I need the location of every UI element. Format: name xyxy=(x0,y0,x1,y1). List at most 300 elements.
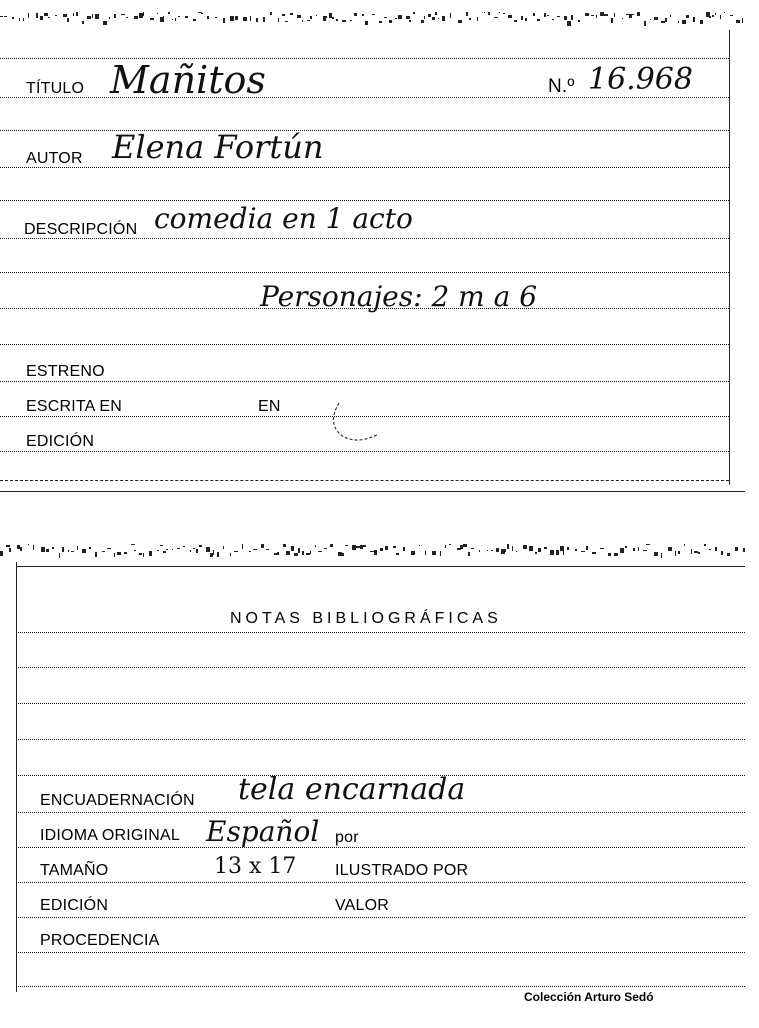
scan-noise-speck xyxy=(23,18,24,21)
scan-noise-speck xyxy=(611,18,613,23)
scan-noise-speck xyxy=(398,15,402,19)
scan-noise-speck xyxy=(28,13,29,18)
scan-noise-speck xyxy=(324,548,327,549)
scan-noise-speck xyxy=(372,14,375,15)
scan-noise-speck xyxy=(9,548,11,552)
scan-noise-speck xyxy=(721,551,723,555)
scan-noise-speck xyxy=(341,553,344,556)
scan-noise-speck xyxy=(620,548,624,553)
scan-noise-speck xyxy=(691,549,692,554)
scan-noise-speck xyxy=(278,18,279,22)
scan-noise-speck xyxy=(380,548,383,551)
scan-noise-speck xyxy=(249,551,251,552)
scan-noise-speck xyxy=(310,16,312,19)
scan-noise-speck xyxy=(217,552,219,557)
row-line xyxy=(0,167,729,168)
card-front-right-border xyxy=(729,30,730,485)
card-back-left-border xyxy=(16,562,17,992)
scan-noise-speck xyxy=(525,18,527,21)
scan-noise-speck xyxy=(48,17,50,18)
scan-noise-speck xyxy=(107,548,111,549)
scan-noise-speck xyxy=(183,546,185,547)
scan-noise-top xyxy=(0,12,745,28)
scan-noise-speck xyxy=(87,16,91,19)
row-line xyxy=(18,667,745,668)
row-line xyxy=(18,812,745,813)
row-line xyxy=(0,308,729,309)
scan-noise-speck xyxy=(581,551,585,552)
row-line xyxy=(18,986,745,987)
row-line xyxy=(0,381,729,382)
scan-noise-speck xyxy=(608,553,611,556)
scan-noise-speck xyxy=(230,553,231,556)
scan-noise-speck xyxy=(503,13,505,14)
scan-noise-speck xyxy=(336,19,338,21)
scan-noise-speck xyxy=(458,20,462,23)
scan-noise-speck xyxy=(44,13,48,16)
scan-noise-speck xyxy=(516,551,517,552)
scan-noise-speck xyxy=(95,552,97,557)
scan-noise-speck xyxy=(190,550,191,552)
scan-noise-speck xyxy=(263,17,265,22)
scan-noise-speck xyxy=(709,16,711,18)
estreno-label: ESTRENO xyxy=(26,363,105,380)
tamano-label: TAMAÑO xyxy=(40,862,109,879)
scan-noise-speck xyxy=(77,546,78,550)
scan-noise-speck xyxy=(166,549,168,550)
scan-noise-speck xyxy=(715,13,716,15)
scan-noise-speck xyxy=(550,550,554,555)
scan-noise-speck xyxy=(614,13,615,17)
encuadernacion-label: ENCUADERNACIÓN xyxy=(40,792,195,809)
scan-noise-speck xyxy=(302,20,303,22)
scan-noise-speck xyxy=(12,17,14,19)
scan-noise-speck xyxy=(82,21,84,24)
scan-noise-speck xyxy=(28,544,29,545)
scan-noise-speck xyxy=(521,16,523,20)
scan-noise-speck xyxy=(326,16,327,18)
scan-noise-speck xyxy=(68,550,69,552)
scan-noise-speck xyxy=(290,13,293,15)
scan-noise-speck xyxy=(586,546,588,550)
scan-noise-speck xyxy=(256,18,258,22)
titulo-value: Mañitos xyxy=(110,58,266,102)
scan-noise-speck xyxy=(419,545,420,546)
scan-noise-speck xyxy=(365,21,368,25)
scan-noise-speck xyxy=(363,545,366,547)
scan-noise-speck xyxy=(109,17,110,19)
scan-noise-speck xyxy=(556,550,559,555)
scan-noise-speck xyxy=(684,544,685,546)
scan-noise-speck xyxy=(384,17,387,18)
scan-noise-speck xyxy=(435,12,437,15)
scan-noise-speck xyxy=(450,13,451,18)
scan-noise-speck xyxy=(557,16,560,17)
scan-noise-speck xyxy=(395,18,397,19)
scan-noise-speck xyxy=(266,549,269,550)
scan-noise-speck xyxy=(163,16,164,18)
scan-noise-speck xyxy=(172,19,173,20)
idioma-label: IDIOMA ORIGINAL xyxy=(40,827,180,844)
scan-noise-speck xyxy=(675,551,676,556)
personajes-value: Personajes: 2 m a 6 xyxy=(260,280,538,313)
scan-noise-speck xyxy=(403,547,405,551)
scan-noise-speck xyxy=(63,14,67,17)
scan-noise-speck xyxy=(92,14,93,18)
scan-noise-speck xyxy=(389,20,392,23)
scan-noise-speck xyxy=(670,15,671,17)
en-label: EN xyxy=(258,398,281,415)
scan-noise-speck xyxy=(496,548,499,552)
scan-noise-speck xyxy=(742,18,743,23)
scan-noise-speck xyxy=(213,550,214,555)
collection-caption: Colección Arturo Sedó xyxy=(524,990,654,1004)
scan-noise-speck xyxy=(318,551,322,552)
scan-noise-speck xyxy=(591,15,594,16)
scan-noise-speck xyxy=(449,544,451,545)
scan-noise-speck xyxy=(168,12,170,14)
scan-noise-speck xyxy=(95,14,99,19)
scan-noise-speck xyxy=(585,13,589,16)
scan-noise-speck xyxy=(499,12,500,13)
punch-hole-mark xyxy=(325,395,395,455)
scan-noise-speck xyxy=(469,18,471,20)
scan-noise-speck xyxy=(250,16,251,21)
scan-noise-speck xyxy=(4,16,7,17)
scan-noise-speck xyxy=(294,553,298,556)
scan-noise-speck xyxy=(316,15,317,16)
scan-noise-speck xyxy=(614,553,618,556)
scan-noise-speck xyxy=(89,547,91,549)
scan-noise-speck xyxy=(126,17,128,18)
encuadernacion-value: tela encarnada xyxy=(238,772,466,807)
scan-noise-bottom xyxy=(0,544,745,560)
numero-value: 16.968 xyxy=(588,62,693,97)
scan-noise-speck xyxy=(633,548,635,551)
scan-noise-speck xyxy=(432,551,436,555)
scan-noise-speck xyxy=(163,551,166,553)
scan-noise-speck xyxy=(178,16,180,17)
scan-noise-speck xyxy=(523,545,527,549)
scan-noise-speck xyxy=(160,545,163,546)
card-back-top-edge xyxy=(16,566,745,567)
scan-noise-speck xyxy=(637,12,640,16)
scan-noise-speck xyxy=(698,552,700,554)
scan-noise-speck xyxy=(114,553,115,557)
scan-noise-speck xyxy=(103,21,107,25)
scan-noise-speck xyxy=(432,17,435,20)
scan-noise-speck xyxy=(715,547,717,551)
scan-noise-speck xyxy=(428,14,431,17)
scan-noise-speck xyxy=(632,14,634,15)
scan-noise-speck xyxy=(425,551,426,555)
scan-noise-speck xyxy=(0,16,3,17)
scan-noise-speck xyxy=(149,551,152,556)
scan-noise-speck xyxy=(234,551,238,552)
scan-noise-speck xyxy=(494,17,498,18)
idioma-value: Español xyxy=(206,815,320,848)
scan-noise-speck xyxy=(571,15,573,20)
scan-noise-speck xyxy=(411,551,415,555)
scan-noise-speck xyxy=(114,14,116,18)
scan-noise-speck xyxy=(488,12,490,15)
scan-noise-speck xyxy=(735,547,738,551)
scan-noise-speck xyxy=(315,545,316,547)
scan-noise-speck xyxy=(596,15,597,18)
scan-noise-speck xyxy=(604,14,608,16)
scan-noise-speck xyxy=(665,18,667,22)
scan-noise-speck xyxy=(102,551,105,552)
scan-noise-speck xyxy=(650,19,651,20)
scan-noise-speck xyxy=(720,15,721,19)
tamano-value: 13 x 17 xyxy=(214,854,297,879)
scan-noise-speck xyxy=(139,553,142,555)
scan-noise-speck xyxy=(41,547,45,552)
scan-noise-speck xyxy=(504,549,506,552)
scan-noise-speck xyxy=(529,546,533,551)
scan-noise-speck xyxy=(310,551,311,554)
scan-noise-speck xyxy=(552,19,554,20)
scan-noise-speck xyxy=(55,15,57,16)
scan-noise-speck xyxy=(150,18,154,20)
scan-noise-speck xyxy=(175,18,176,21)
scan-noise-speck xyxy=(270,12,272,15)
scan-noise-speck xyxy=(727,553,730,556)
scan-noise-speck xyxy=(463,544,467,547)
scan-noise-speck xyxy=(285,21,288,22)
scan-noise-speck xyxy=(385,546,388,550)
scan-noise-speck xyxy=(445,545,446,548)
scan-noise-speck xyxy=(514,20,517,22)
scan-noise-speck xyxy=(644,21,646,26)
scan-noise-speck xyxy=(487,550,488,551)
scan-noise-speck xyxy=(424,16,425,19)
scan-noise-speck xyxy=(282,14,285,16)
row-line xyxy=(0,97,729,98)
scan-noise-speck xyxy=(563,551,564,555)
scan-noise-speck xyxy=(567,21,571,26)
scan-noise-speck xyxy=(396,553,399,555)
scan-noise-speck xyxy=(533,13,535,16)
scan-noise-speck xyxy=(33,545,34,550)
scan-noise-speck xyxy=(350,20,352,21)
scan-noise-speck xyxy=(230,16,234,21)
scan-noise-speck xyxy=(286,551,290,555)
scan-noise-speck xyxy=(535,552,537,554)
row-line xyxy=(18,952,745,953)
scan-noise-speck xyxy=(215,17,217,18)
row-line xyxy=(18,847,745,848)
scan-noise-speck xyxy=(700,20,703,24)
scan-noise-speck xyxy=(134,16,138,19)
scan-noise-speck xyxy=(625,546,627,548)
scan-noise-speck xyxy=(298,548,300,553)
scan-noise-speck xyxy=(36,13,38,18)
scan-noise-speck xyxy=(508,15,512,18)
scan-noise-speck xyxy=(0,551,3,556)
scan-noise-speck xyxy=(199,545,202,547)
scan-noise-speck xyxy=(564,16,567,20)
scan-noise-speck xyxy=(297,15,301,18)
scan-noise-speck xyxy=(345,545,348,546)
scan-noise-speck xyxy=(196,549,198,553)
scan-noise-speck xyxy=(379,21,382,23)
row-line xyxy=(0,238,729,239)
scan-noise-speck xyxy=(206,547,210,552)
scan-noise-speck xyxy=(622,18,623,19)
scan-noise-speck xyxy=(682,20,686,24)
scan-noise-speck xyxy=(479,550,480,552)
scan-noise-speck xyxy=(121,14,125,15)
ilustrado-label: ILUSTRADO POR xyxy=(335,862,469,879)
autor-label: AUTOR xyxy=(26,150,83,167)
scan-noise-speck xyxy=(421,20,424,23)
scan-noise-speck xyxy=(736,20,740,23)
scan-noise-speck xyxy=(406,16,410,19)
row-line xyxy=(0,130,729,131)
scan-noise-speck xyxy=(185,16,188,18)
scan-noise-speck xyxy=(19,18,20,21)
scan-noise-speck xyxy=(507,544,509,549)
scan-noise-speck xyxy=(724,12,725,13)
scan-noise-speck xyxy=(704,544,706,546)
row-line xyxy=(18,917,745,918)
scan-noise-speck xyxy=(409,20,411,22)
row-line xyxy=(0,480,729,481)
scan-noise-speck xyxy=(537,19,540,21)
scan-noise-speck xyxy=(544,547,547,549)
scan-noise-speck xyxy=(491,550,493,551)
scan-noise-speck xyxy=(76,12,78,16)
scan-noise-speck xyxy=(743,548,745,552)
scan-noise-speck xyxy=(242,544,243,549)
scan-noise-speck xyxy=(71,551,74,552)
scan-noise-speck xyxy=(413,12,415,14)
scan-noise-speck xyxy=(157,550,159,551)
scan-noise-speck xyxy=(67,18,69,22)
scan-noise-speck xyxy=(82,549,86,553)
scan-noise-speck xyxy=(544,13,546,17)
scan-noise-speck xyxy=(342,20,346,22)
scan-noise-speck xyxy=(40,16,43,20)
scan-noise-speck xyxy=(678,21,679,23)
scan-noise-speck xyxy=(59,553,60,558)
scan-noise-speck xyxy=(302,551,304,555)
valor-label: VALOR xyxy=(335,897,390,914)
procedencia-label: PROCEDENCIA xyxy=(40,932,160,949)
row-line xyxy=(0,344,729,345)
scan-noise-speck xyxy=(20,547,22,551)
scan-noise-speck xyxy=(686,15,689,18)
scan-noise-speck xyxy=(52,547,54,549)
scan-noise-speck xyxy=(438,18,439,19)
row-line xyxy=(0,272,729,273)
scan-noise-speck xyxy=(291,546,294,551)
scan-noise-speck xyxy=(277,552,279,555)
row-line xyxy=(18,703,745,704)
scan-noise-speck xyxy=(730,15,733,16)
scan-noise-speck xyxy=(177,548,180,549)
scan-noise-speck xyxy=(134,550,136,551)
scan-noise-speck xyxy=(374,550,377,555)
scan-noise-speck xyxy=(654,17,658,20)
scan-noise-speck xyxy=(172,549,173,550)
scan-noise-speck xyxy=(592,552,596,554)
scan-noise-speck xyxy=(354,13,357,16)
row-line xyxy=(18,882,745,883)
scan-noise-speck xyxy=(393,546,396,548)
scan-noise-speck xyxy=(207,16,209,19)
row-line xyxy=(18,632,745,633)
scan-noise-speck xyxy=(477,17,478,21)
scan-noise-speck xyxy=(643,550,647,551)
scan-noise-speck xyxy=(468,552,470,556)
scan-noise-speck xyxy=(307,20,310,21)
escrita-en-label: ESCRITA EN xyxy=(26,398,122,415)
scan-noise-speck xyxy=(600,548,604,549)
scan-noise-speck xyxy=(362,14,364,16)
scan-noise-speck xyxy=(261,544,264,548)
row-line xyxy=(18,739,745,740)
scan-noise-speck xyxy=(484,12,485,13)
scan-noise-speck xyxy=(124,552,127,554)
scan-noise-speck xyxy=(442,16,445,21)
scan-noise-speck xyxy=(512,546,513,551)
scan-noise-speck xyxy=(201,13,203,14)
scan-noise-speck xyxy=(440,551,441,556)
scan-noise-speck xyxy=(157,13,158,14)
scan-noise-speck xyxy=(654,552,658,556)
notas-heading: NOTAS BIBLIOGRÁFICAS xyxy=(230,610,502,627)
scan-noise-speck xyxy=(678,551,680,554)
descripcion-value: comedia en 1 acto xyxy=(154,202,413,235)
titulo-label: TÍTULO xyxy=(26,80,85,97)
scan-noise-speck xyxy=(46,549,49,552)
scan-noise-speck xyxy=(6,545,10,547)
descripcion-label: DESCRIPCIÓN xyxy=(24,221,138,238)
scan-noise-speck xyxy=(243,17,247,21)
row-line xyxy=(0,200,729,201)
scan-noise-speck xyxy=(661,553,662,558)
scan-noise-speck xyxy=(668,547,672,551)
scan-noise-speck xyxy=(693,17,695,22)
por-label: por xyxy=(335,829,359,846)
scan-noise-speck xyxy=(575,549,577,551)
edicion-back-label: EDICIÓN xyxy=(40,897,109,914)
autor-value: Elena Fortún xyxy=(112,128,324,166)
scan-noise-speck xyxy=(73,13,74,16)
scan-noise-speck xyxy=(117,552,121,555)
scan-noise-speck xyxy=(235,16,238,20)
scan-noise-speck xyxy=(223,18,225,23)
scan-noise-speck xyxy=(646,544,650,545)
scan-noise-speck xyxy=(547,15,549,16)
scan-noise-speck xyxy=(712,15,714,17)
card-front-bottom-edge xyxy=(0,491,745,492)
scan-noise-speck xyxy=(471,548,474,549)
scan-noise-speck xyxy=(223,546,224,549)
scan-noise-speck xyxy=(131,544,135,545)
scan-noise-speck xyxy=(283,544,286,547)
scan-noise-speck xyxy=(578,20,580,22)
scan-noise-speck xyxy=(466,12,468,16)
scan-noise-speck xyxy=(638,547,639,551)
numero-label: N.º xyxy=(548,76,575,97)
edicion-label: EDICIÓN xyxy=(26,433,95,450)
scan-noise-speck xyxy=(332,17,334,19)
scan-noise-speck xyxy=(538,548,541,552)
scan-noise-speck xyxy=(62,547,64,552)
